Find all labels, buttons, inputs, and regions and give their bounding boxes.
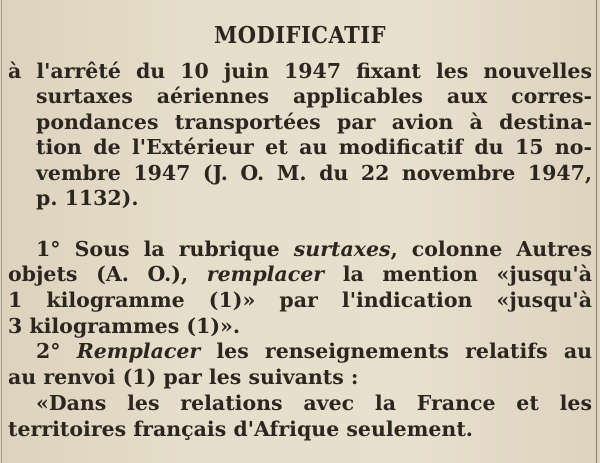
intro-line: surtaxes aériennes applicables aux corres- <box>36 84 592 108</box>
item2-line <box>36 338 592 364</box>
column-rule-right <box>596 0 597 463</box>
intro-line: tion de l'Extérieur et au modificatif du 15 no- <box>36 135 592 159</box>
text: 1° Sous la rubrique <box>36 237 294 261</box>
intro-line: à l'arrêté du 10 juin 1947 fixant les nouvelles <box>8 59 592 83</box>
item1-line <box>36 236 592 262</box>
text: objets (A. O.), <box>8 262 207 286</box>
item1-line <box>8 261 592 287</box>
item2-line: «Dans les relations avec la France et les <box>36 391 592 415</box>
intro-line: vembre 1947 (J. O. M. du 22 novembre 1947, <box>36 161 592 185</box>
item1-line: 1 kilogramme (1)» par l'indication «jusqu'à <box>8 288 592 312</box>
text: , colonne Autres <box>390 237 592 261</box>
intro-line: p. 1132). <box>36 186 139 210</box>
text: les renseignements relatifs au <box>200 339 593 363</box>
heading: MODIFICATIF <box>213 20 387 49</box>
intro-line: pondances transportées par avion à destina- <box>36 110 592 134</box>
item2-line: au renvoi (1) par les suivants : <box>8 365 359 389</box>
column-rule-left <box>1 0 2 463</box>
emphasis: surtaxes <box>293 237 391 261</box>
emphasis: Remplacer <box>76 339 201 363</box>
text: la mention «jusqu'à <box>324 262 592 286</box>
item1-line: 3 kilogrammes (1)». <box>8 314 240 338</box>
item2-line: territoires français d'Afrique seulement. <box>8 417 473 441</box>
emphasis: remplacer <box>206 262 325 286</box>
text: 2° <box>36 339 77 363</box>
